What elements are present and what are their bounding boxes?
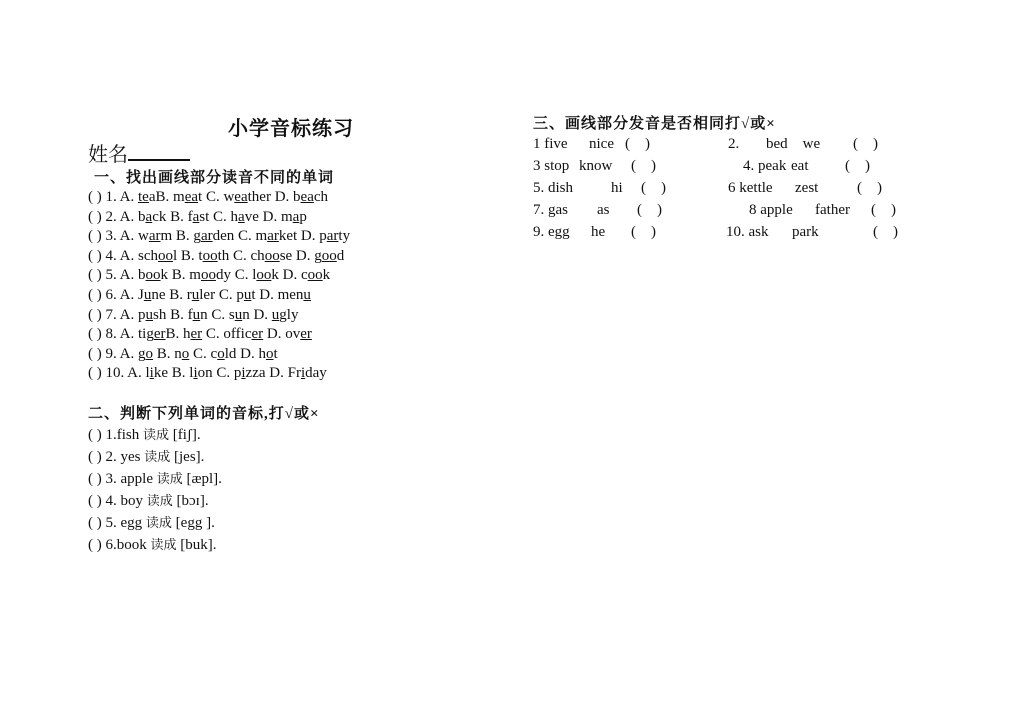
underlined-letters: oo xyxy=(202,247,218,264)
underlined-letters: oo xyxy=(321,247,337,264)
underlined-letters: er xyxy=(153,326,166,343)
pair-second-word: zest xyxy=(795,180,819,196)
underlined-letters: u xyxy=(145,306,154,323)
question-number: ( ) 3. xyxy=(88,228,120,245)
question-number: ( ) 5. xyxy=(88,267,120,284)
section1-question-4 xyxy=(88,247,508,267)
word-text: a xyxy=(148,189,156,205)
pair-second-word: bed we xyxy=(766,136,821,152)
read-as-label: 读成 xyxy=(150,538,177,553)
question-word: ( ) 4. boy xyxy=(88,493,147,509)
underlined-letters: oo xyxy=(200,267,216,284)
underlined-letters: a xyxy=(238,208,245,225)
underlined-letters: i xyxy=(300,365,306,382)
word-text: A. b xyxy=(119,267,146,284)
question-number: ( ) 9. xyxy=(88,345,120,362)
word-text: A. l xyxy=(127,365,150,382)
pair-first-word: 2. xyxy=(728,136,740,152)
word-text: t D. men xyxy=(251,286,304,303)
word-text: D. ov xyxy=(263,326,301,343)
word-text: d xyxy=(336,247,345,264)
phonetic-transcription: [æpl]. xyxy=(182,471,222,487)
pair-second-word: know xyxy=(579,158,613,174)
section1-question-5 xyxy=(88,266,508,286)
phonetic-transcription: [bɔɪ]. xyxy=(172,493,209,509)
underlined-letters: ar xyxy=(267,228,279,245)
question-number: ( ) 10. xyxy=(88,365,128,382)
answer-blank[interactable]: ( ) xyxy=(641,180,666,196)
section1-question-3 xyxy=(88,227,508,247)
section1-question-1 xyxy=(88,188,508,208)
word-text: B. m xyxy=(155,189,185,205)
read-as-label: 读成 xyxy=(146,494,173,509)
word-text: th C. ch xyxy=(217,247,265,264)
question-number: ( ) 8. xyxy=(88,326,120,343)
section2-list xyxy=(88,424,508,556)
word-text: k xyxy=(322,267,331,284)
word-text: day xyxy=(305,365,327,382)
pair-first-word: 6 kettle xyxy=(728,180,773,196)
answer-blank[interactable]: ( ) xyxy=(631,158,656,174)
question-number: ( ) 4. xyxy=(88,247,120,264)
question-word: ( ) 1.fish xyxy=(88,427,143,443)
pair-first-word: 5. dish xyxy=(533,180,574,196)
word-text: dy C. l xyxy=(215,267,257,284)
word-text: on C. p xyxy=(197,365,242,382)
underlined-letters: o xyxy=(181,345,190,362)
question-number: ( ) 7. xyxy=(88,306,120,323)
word-text: ve D. m xyxy=(244,208,293,225)
pair-second-word: hi xyxy=(611,180,623,196)
read-as-label: 读成 xyxy=(143,428,170,443)
word-text: den C. m xyxy=(212,228,268,245)
word-text: ch xyxy=(313,189,329,205)
answer-blank[interactable]: ( ) xyxy=(625,136,650,152)
word-text: ler C. p xyxy=(199,286,244,303)
word-text: k D. c xyxy=(271,267,308,284)
section3-row-1 xyxy=(533,133,953,155)
underlined-letters: er xyxy=(190,326,203,343)
word-text: t C. w xyxy=(198,189,235,205)
read-as-label: 读成 xyxy=(145,516,172,531)
underlined-letters: u xyxy=(303,286,311,303)
underlined-letters: u xyxy=(234,306,243,323)
underlined-letters: a xyxy=(192,208,200,225)
word-text: ck B. f xyxy=(152,208,193,225)
word-text: sh B. f xyxy=(153,306,193,323)
phonetic-transcription: [jes]. xyxy=(170,449,205,465)
section1-question-2 xyxy=(88,208,508,228)
section3-row-4 xyxy=(533,199,953,221)
answer-blank[interactable]: ( ) xyxy=(637,202,662,218)
section2-question-5 xyxy=(88,512,508,534)
underlined-letters: u xyxy=(271,306,280,323)
word-text: st C. h xyxy=(199,208,239,225)
word-text: B. n xyxy=(153,345,182,362)
word-text: A. b xyxy=(119,208,146,225)
pair-first-word: 9. egg xyxy=(533,224,570,240)
word-text: n D. xyxy=(242,306,272,323)
section1-question-8 xyxy=(88,325,508,345)
question-word: ( ) 2. yes xyxy=(88,449,145,465)
pair-second-word: nice xyxy=(589,136,614,152)
section3-heading: 三、画线部分发音是否相同打√或× xyxy=(533,116,776,132)
section3-row-2 xyxy=(533,155,953,177)
word-text: A. xyxy=(119,189,139,205)
pair-second-word: father xyxy=(815,202,850,218)
underlined-letters: ar xyxy=(200,228,213,245)
pair-first-word: 10. ask xyxy=(726,224,769,240)
word-text: ld D. h xyxy=(224,345,266,362)
underlined-letters: u xyxy=(191,286,200,303)
underlined-letters: ea xyxy=(300,189,314,205)
word-text: A. g xyxy=(119,345,146,362)
word-text: A. sch xyxy=(119,247,158,264)
pair-second-word: park xyxy=(792,224,819,240)
read-as-label: 读成 xyxy=(156,472,183,487)
word-text: n C. s xyxy=(200,306,235,323)
pair-first-word: 1 five xyxy=(533,136,568,152)
question-word: ( ) 5. egg xyxy=(88,515,146,531)
section3-list xyxy=(533,133,953,243)
section2-question-3 xyxy=(88,468,508,490)
answer-blank[interactable]: ( ) xyxy=(845,158,870,174)
question-number: ( ) 1. xyxy=(88,189,120,205)
answer-blank[interactable]: ( ) xyxy=(857,180,882,196)
underlined-letters: i xyxy=(193,365,198,382)
answer-blank[interactable]: ( ) xyxy=(853,136,878,152)
phonetic-transcription: [fiʃ]. xyxy=(169,427,201,443)
section1-question-10 xyxy=(88,364,508,384)
word-text: m B. g xyxy=(160,228,201,245)
question-number: ( ) 6. xyxy=(88,286,120,303)
question-number: ( ) 2. xyxy=(88,208,120,225)
read-as-label: 读成 xyxy=(144,450,171,465)
word-text: gly xyxy=(279,306,299,323)
underlined-letters: u xyxy=(192,306,201,323)
phonetic-transcription: [egg ]. xyxy=(171,515,215,531)
pair-first-word: 7. gas xyxy=(533,202,568,218)
pair-first-word: 3 stop xyxy=(533,158,570,174)
underlined-letters: ar xyxy=(148,228,161,245)
page-title: 小学音标练习 xyxy=(228,118,354,140)
word-text: ty xyxy=(338,228,351,245)
section1-question-9 xyxy=(88,345,508,365)
answer-blank[interactable]: ( ) xyxy=(871,202,896,218)
underlined-letters: a xyxy=(145,208,153,225)
underlined-letters: ea xyxy=(184,189,199,205)
underlined-letters: u xyxy=(243,286,252,303)
word-text: l B. t xyxy=(173,247,203,264)
underlined-letters: oo xyxy=(256,267,272,284)
underlined-letters: oo xyxy=(264,247,280,264)
pair-first-word: 4. peak xyxy=(743,158,787,174)
name-blank[interactable] xyxy=(128,141,190,161)
underlined-letters: u xyxy=(143,286,152,303)
underlined-letters: er xyxy=(251,326,264,343)
section2-heading: 二、判断下列单词的音标,打√或× xyxy=(88,406,320,422)
word-text: se D. g xyxy=(279,247,322,264)
word-text: t xyxy=(273,345,278,362)
word-text: zza D. Fr xyxy=(245,365,301,382)
word-text: C. offic xyxy=(202,326,252,343)
answer-blank[interactable]: ( ) xyxy=(873,224,898,240)
section2-question-2 xyxy=(88,446,508,468)
pair-second-word: as xyxy=(597,202,610,218)
word-text: ne B. r xyxy=(151,286,192,303)
underlined-letters: ea xyxy=(234,189,248,205)
underlined-letters: ar xyxy=(326,228,339,245)
underlined-letters: oo xyxy=(158,247,173,264)
answer-blank[interactable]: ( ) xyxy=(631,224,656,240)
underlined-letters: oo xyxy=(307,267,323,284)
name-field xyxy=(88,138,190,167)
word-text: ke B. l xyxy=(153,365,194,382)
word-text: A. J xyxy=(119,286,144,303)
underlined-letters: i xyxy=(241,365,246,382)
underlined-letters: o xyxy=(145,345,154,362)
section3-row-3 xyxy=(533,177,953,199)
section1-question-7 xyxy=(88,306,508,326)
word-text: A. tig xyxy=(119,326,154,343)
pair-second-word: eat xyxy=(791,158,809,174)
underlined-letters: i xyxy=(149,365,154,382)
section3-row-5 xyxy=(533,221,953,243)
section1-question-6 xyxy=(88,286,508,306)
underlined-letters: o xyxy=(265,345,274,362)
word-text: p xyxy=(299,208,307,225)
section2-question-4 xyxy=(88,490,508,512)
pair-second-word: he xyxy=(591,224,606,240)
underlined-letters: o xyxy=(217,345,225,362)
word-text: k B. m xyxy=(160,267,201,284)
pair-first-word: 8 apple xyxy=(749,202,793,218)
word-text: C. c xyxy=(189,345,218,362)
underlined-letters: a xyxy=(292,208,300,225)
question-word: ( ) 3. apple xyxy=(88,471,157,487)
word-text: A. p xyxy=(119,306,146,323)
section1-list xyxy=(88,188,508,384)
word-text: A. w xyxy=(119,228,149,245)
word-text: ket D. p xyxy=(278,228,327,245)
section2-question-6 xyxy=(88,534,508,556)
word-text: ther D. b xyxy=(247,189,301,205)
underlined-letters: te xyxy=(138,189,149,205)
section2-question-1 xyxy=(88,424,508,446)
word-text: B. h xyxy=(165,326,191,343)
underlined-letters: oo xyxy=(145,267,161,284)
underlined-letters: er xyxy=(300,326,312,343)
phonetic-transcription: [buk]. xyxy=(176,537,217,553)
question-word: ( ) 6.book xyxy=(88,537,151,553)
section1-heading: 一、找出画线部分读音不同的单词 xyxy=(94,170,335,186)
name-label: 姓名 xyxy=(88,144,128,166)
